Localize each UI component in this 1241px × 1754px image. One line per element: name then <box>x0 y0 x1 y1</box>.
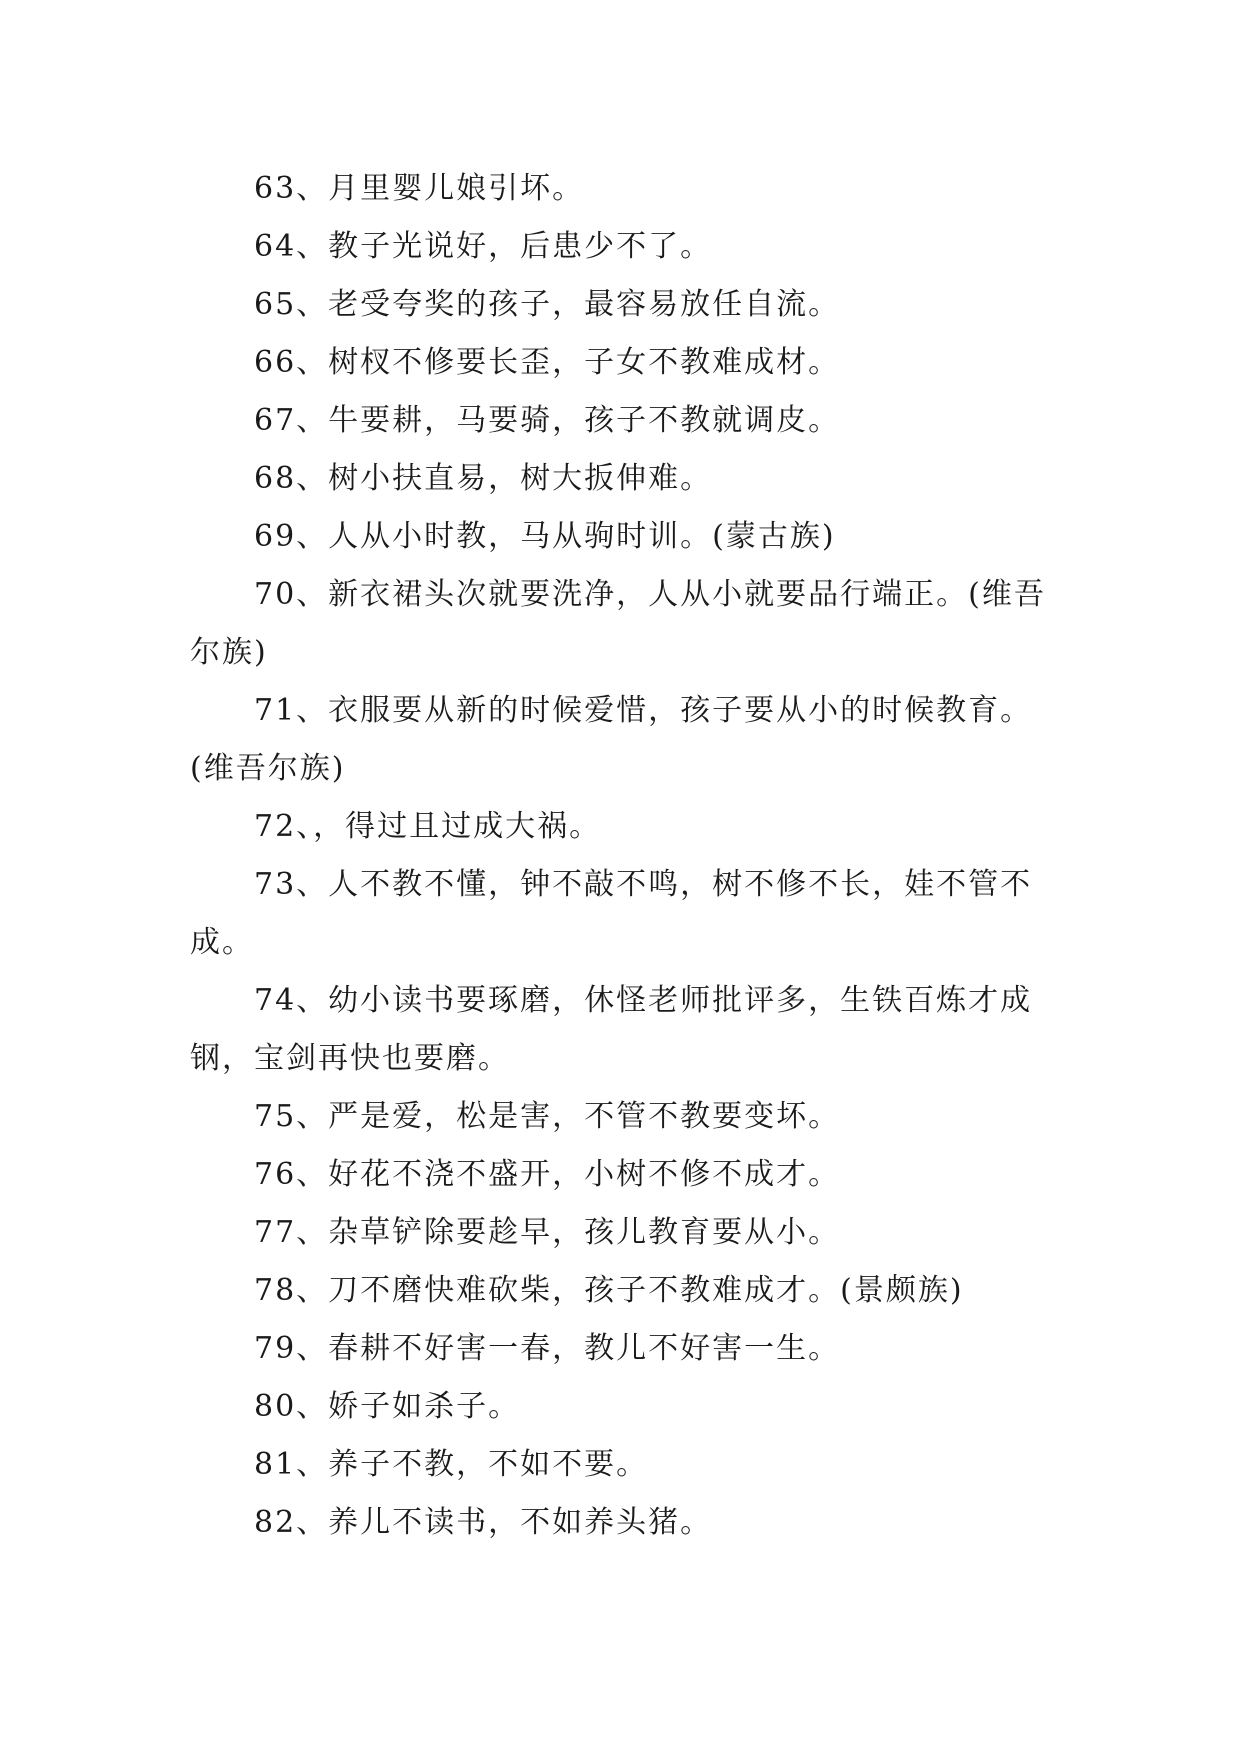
paragraph-76: 76、好花不浇不盛开，小树不修不成才。 <box>254 1157 841 1192</box>
paragraph-68: 68、树小扶直易，树大扳伸难。 <box>254 461 713 496</box>
paragraph-74: 74、幼小读书要琢磨，休怪老师批评多，生铁百炼才成钢，宝剑再快也要磨。 <box>190 983 1033 1076</box>
paragraph-78: 78、刀不磨快难砍柴，孩子不教难成才。(景颇族) <box>254 1273 964 1308</box>
paragraph-75: 75、严是爱，松是害，不管不教要变坏。 <box>254 1099 841 1134</box>
paragraph-72: 72、，得过且过成大祸。 <box>254 809 602 844</box>
paragraph-80: 80、娇子如杀子。 <box>254 1389 521 1424</box>
paragraph-81: 81、养子不教，不如不要。 <box>254 1447 649 1482</box>
paragraph-67: 67、牛要耕，马要骑，孩子不教就调皮。 <box>254 403 841 438</box>
paragraph-77: 77、杂草铲除要趁早，孩儿教育要从小。 <box>254 1215 841 1250</box>
document-body <box>190 160 1050 1552</box>
paragraph-70: 70、新衣裙头次就要洗净，人从小就要品行端正。(维吾尔族) <box>190 577 1046 670</box>
paragraph-79: 79、春耕不好害一春，教儿不好害一生。 <box>254 1331 841 1366</box>
paragraph-66: 66、树杈不修要长歪，子女不教难成材。 <box>254 345 841 380</box>
paragraph-82: 82、养儿不读书，不如养头猪。 <box>254 1505 713 1540</box>
paragraph-69: 69、人从小时教，马从驹时训。(蒙古族) <box>254 519 836 554</box>
paragraph-73: 73、人不教不懂，钟不敲不鸣，树不修不长，娃不管不成。 <box>190 867 1033 960</box>
paragraph-65: 65、老受夸奖的孩子，最容易放任自流。 <box>254 287 841 322</box>
paragraph-71: 71、衣服要从新的时候爱惜，孩子要从小的时候教育。(维吾尔族) <box>190 693 1033 786</box>
paragraph-63: 63、月里婴儿娘引坏。 <box>254 171 585 206</box>
paragraph-64: 64、教子光说好，后患少不了。 <box>254 229 713 264</box>
